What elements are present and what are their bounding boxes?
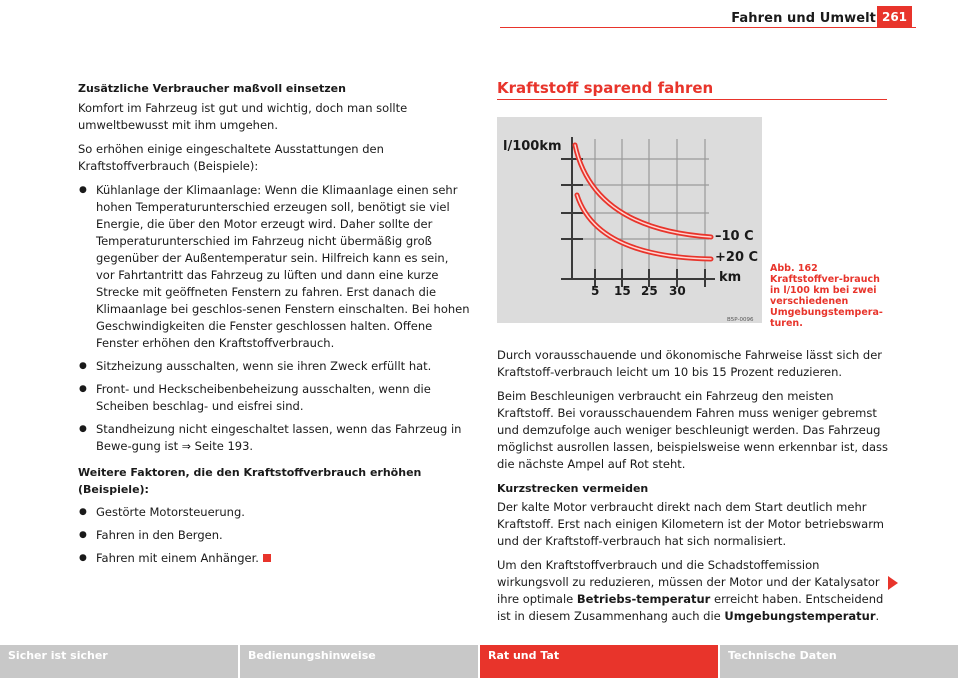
bold-term: Umgebungstemperatur [724, 609, 876, 623]
bold-term: Betriebs-temperatur [576, 592, 711, 606]
x-tick-label: 15 [614, 284, 631, 298]
x-tick-label: 25 [641, 284, 658, 298]
footer-nav [0, 645, 960, 678]
curve-minus-10-label: –10 C [715, 229, 754, 244]
paragraph-text: . [875, 609, 880, 623]
footer-tab-bedienungshinweise[interactable]: Bedienungshinweise [240, 645, 478, 678]
paragraph: So erhöhen einige eingeschaltete Ausstattungen den Kraftstoffverbrauch (Beispiele): [78, 142, 384, 173]
paragraph: Beim Beschleunigen verbraucht ein Fahrzeug den meisten Kraftstoff. Bei vorausschauendem Fahren muss weniger gebremst und demzufolge auch weniger beschleunigt werden. Das Fahrzeug möglichst ausrollen lassen, beispielsweise wenn erkennbar ist, dass die nächste Ampel auf Rot steht. [497, 389, 889, 471]
x-tick-label: 5 [591, 284, 600, 298]
header-rule [500, 27, 916, 28]
paragraph: Durch vorausschauende und ökonomische Fahrweise lässt sich der Kraftstoff-verbrauch leicht um 10 bis 15 Prozent reduzieren. [497, 348, 882, 379]
section-title: Kraftstoff sparend fahren [497, 80, 887, 100]
right-column-header [497, 80, 889, 100]
fuel-consumption-figure [497, 117, 762, 323]
paragraph: Komfort im Fahrzeug ist gut und wichtig, doch man sollte umweltbewusst mit ihm umgehen. [78, 101, 408, 132]
list-item: ● Gestörte Motorsteuerung. [78, 504, 470, 521]
list-item [78, 421, 470, 455]
list-item: ● Sitzheizung ausschalten, wenn sie ihren Zweck erfüllt hat. [78, 358, 470, 375]
list-item-text: Standheizung nicht eingeschaltet lassen, wenn das Fahrzeug in Bewe-gung ist [96, 422, 462, 453]
page-header-title: Fahren und Umwelt [731, 11, 876, 26]
footer-tab-rat-und-tat[interactable]: Rat und Tat [480, 645, 718, 678]
reference-arrow-icon: ⇒ [181, 440, 191, 453]
next-page-arrow-icon[interactable] [888, 576, 898, 590]
list-item: ● Kühlanlage der Klimaanlage: Wenn die Klimaanlage einen sehr hohen Temperaturunterschied erzeugen soll, benötigt sie viel Energie, die über den Motor erzeugt wird. Daher sollte der Temperaturunterschied im Fahrzeug nicht übermäßig groß gegenüber der Außentemperatur sein. Hilfreich kann es sein, vor Fahrtantritt das Fahrzeug zu lüften und dann eine kurze Strecke mit geöffneten Fenstern zu fahren. Erst danach die Klimaanlage bei geschlos-senen Fenstern einschalten. Bei hohen Geschwindigkeiten die Fenster geschlossen halten. Offene Fenster erhöhen den Kraftstoffverbrauch. [78, 182, 470, 352]
page-reference-link[interactable]: Seite 193. [194, 439, 254, 453]
list-item [78, 550, 470, 567]
left-column [78, 80, 470, 573]
paragraph: Der kalte Motor verbraucht direkt nach dem Start deutlich mehr Kraftstoff. Erst nach einigen Kilometern ist der Motor betriebswarm und der Kraftstoff-verbrauch hat sich normalisiert. [497, 500, 884, 548]
x-tick-label: 30 [669, 284, 686, 298]
paragraph-text: Um den Kraftstoffverbrauch und die Schadstoffemission wirkungsvoll zu reduzieren, müssen der Motor und der Katalysator ihre optimale [497, 558, 880, 606]
list-item-text: Fahren mit einem Anhänger. [96, 551, 259, 565]
paragraph-text: erreicht haben. Entscheidend ist in diesem Zusammenhang auch die [497, 592, 884, 623]
heading-zusaetzliche-verbraucher: Zusätzliche Verbraucher maßvoll einsetzen [78, 82, 346, 95]
right-column-text [497, 347, 889, 632]
footer-tab-sicher-ist-sicher[interactable]: Sicher ist sicher [0, 645, 238, 678]
footer-tab-technische-daten[interactable]: Technische Daten [720, 645, 958, 678]
paragraph [497, 557, 889, 625]
list-item: ● Fahren in den Bergen. [78, 527, 470, 544]
page-number: 261 [877, 6, 912, 28]
fuel-consumption-diagram [497, 117, 762, 323]
figure-caption: Abb. 162 Kraftstoffver-brauch in l/100 km bei zwei verschiedenen Umgebungstempera-turen. [770, 263, 883, 329]
heading-weitere-faktoren: Weitere Faktoren, die den Kraftstoffverbrauch erhöhen (Beispiele): [78, 466, 422, 496]
figure-code: B5P-0096 [727, 317, 754, 323]
heading-kurzstrecken: Kurzstrecken vermeiden [497, 482, 649, 495]
y-axis-unit-label: l/100km [503, 139, 562, 154]
curve-plus-20-label: +20 C [715, 250, 759, 265]
section-end-icon [263, 554, 271, 562]
x-axis-unit-label: km [719, 270, 742, 285]
list-item: ● Front- und Heckscheibenbeheizung ausschalten, wenn die Scheiben beschlag- und eisfrei sind. [78, 381, 470, 415]
